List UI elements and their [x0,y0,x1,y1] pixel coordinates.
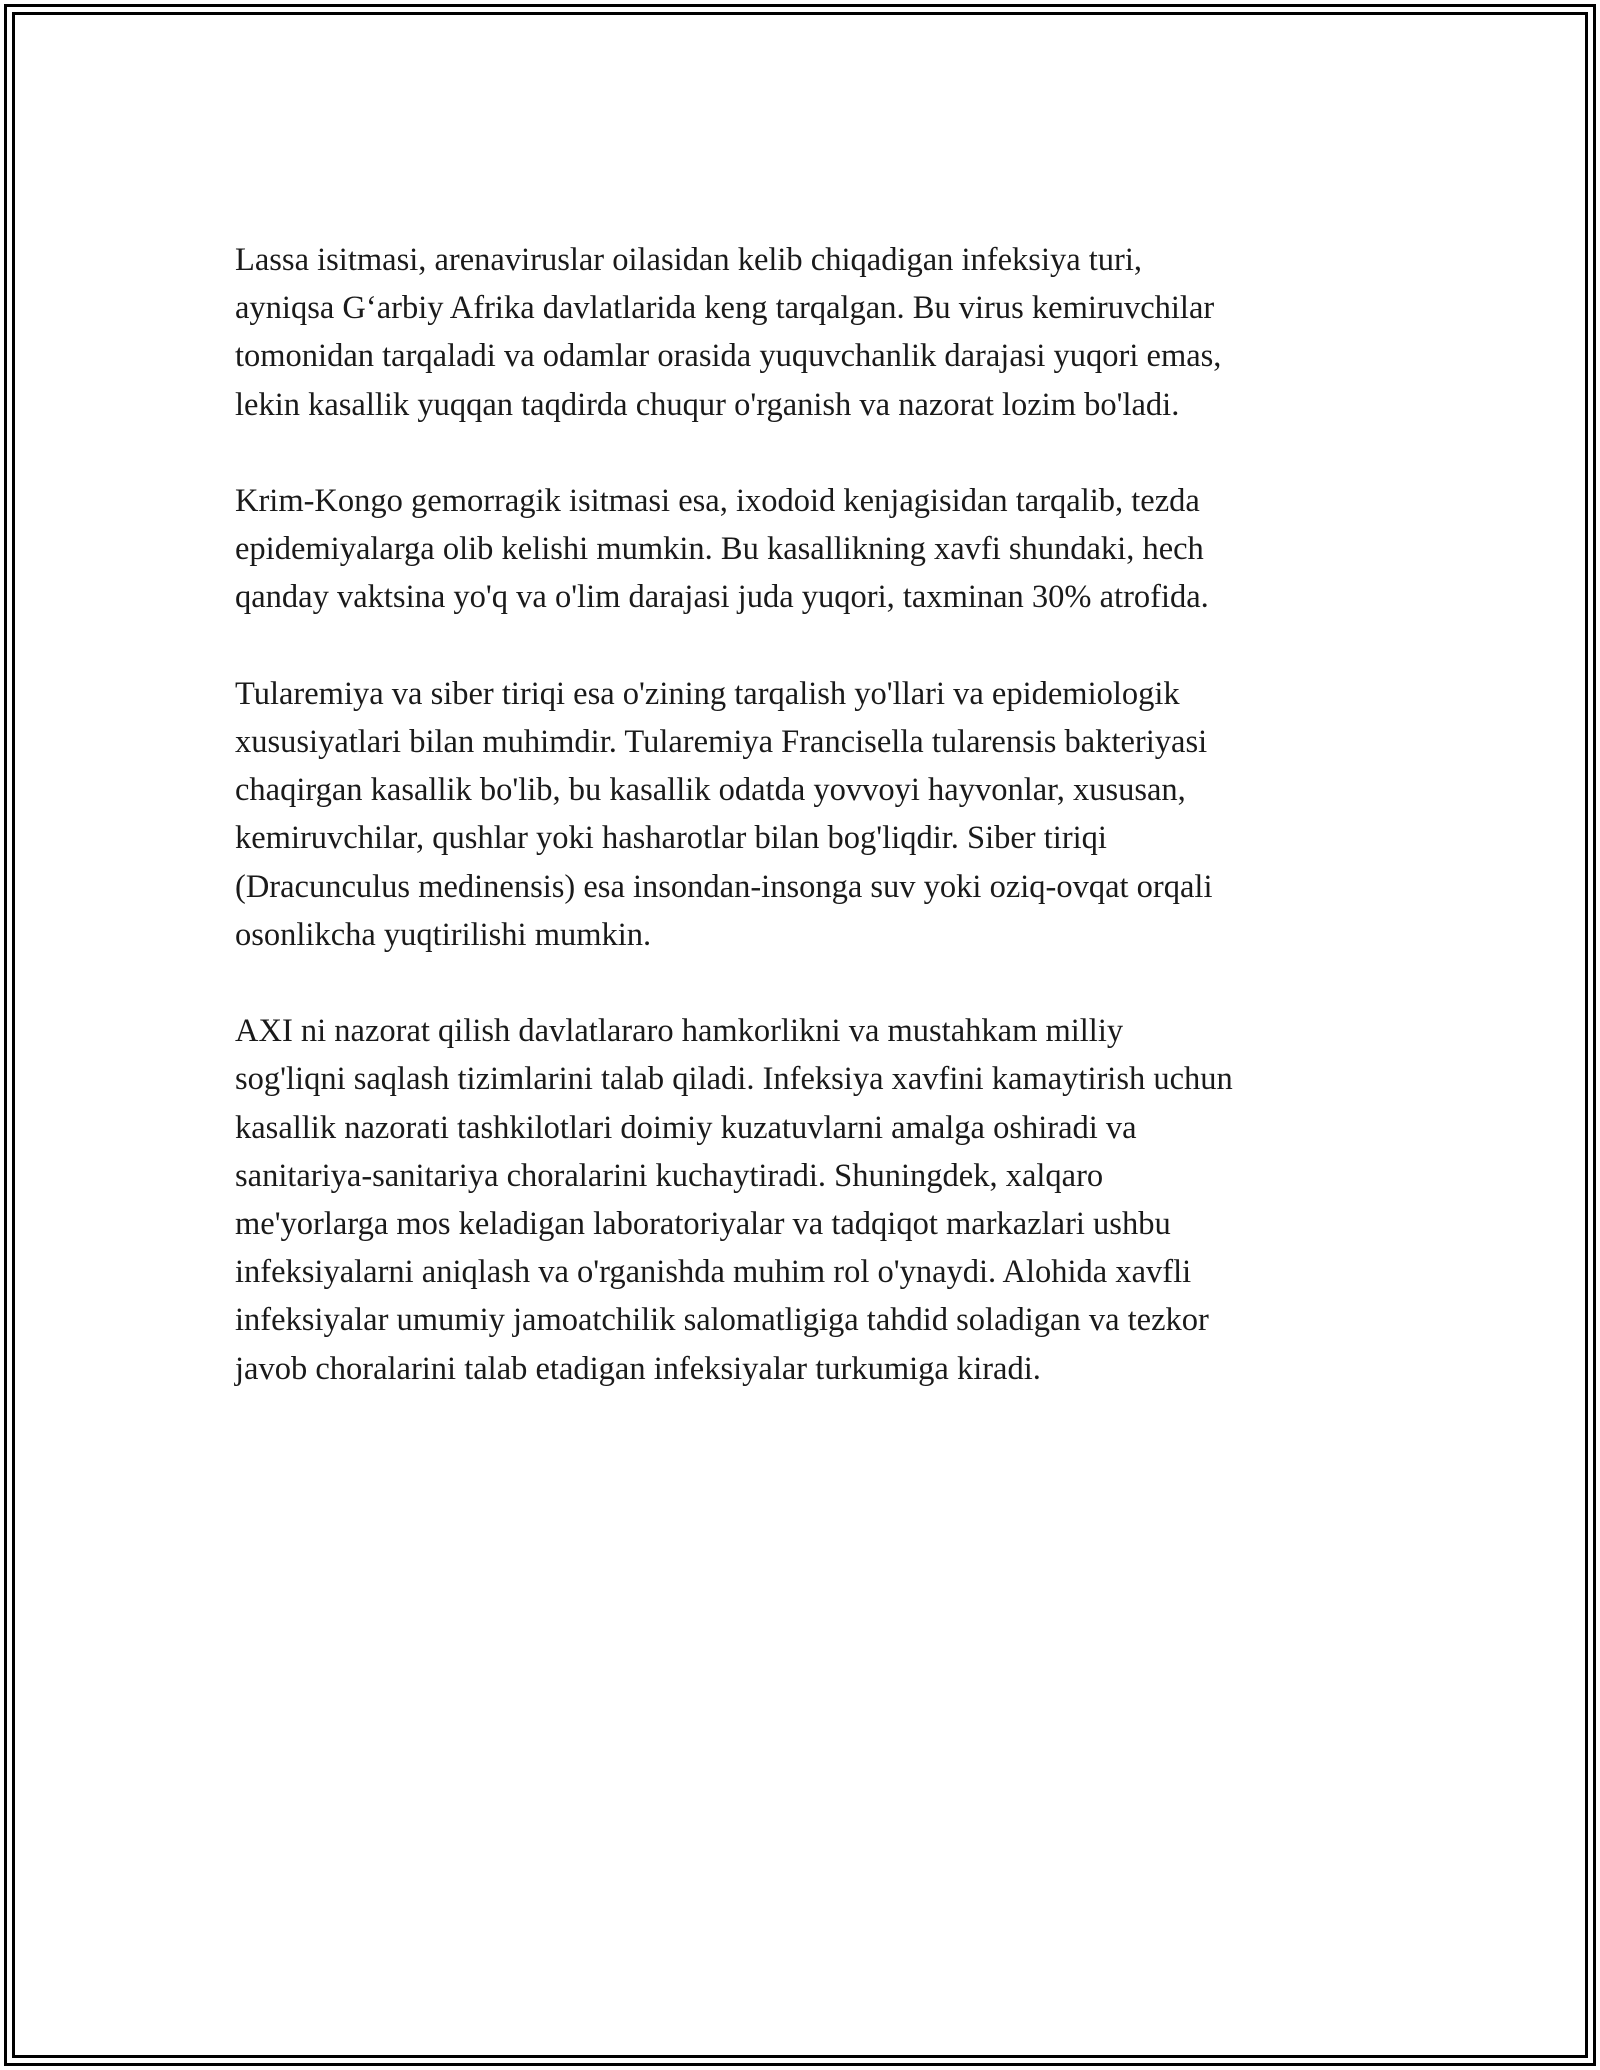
paragraph-control-measures: AXI ni nazorat qilish davlatlararo hamkorlikni va mustahkam milliy sog'liqni saqlash tizimlarini talab qiladi. Infeksiya xavfini kamaytirish uchun kasallik nazorati tashkilotlari doimiy kuzatuvlarni amalga oshiradi va sanitariya-sanitariya choralarini kuchaytiradi. Shuningdek, xalqaro me'yorlarga mos keladigan laboratoriyalar va tadqiqot markazlari ushbu infeksiyalarni aniqlash va o'rganishda muhim rol o'ynaydi. Alohida xavfli infeksiyalar umumiy jamoatchilik salomatligiga tahdid soladigan va tezkor javob choralarini talab etadigan infeksiyalar turkumiga kiradi. [235,1013,1233,1387]
paragraph-tularemia: Tularemiya va siber tiriqi esa o'zining tarqalish yo'llari va epidemiologik xususiyatlari bilan muhimdir. Tularemiya Francisella tularensis bakteriyasi chaqirgan kasallik bo'lib, bu kasallik odatda yovvoyi hayvonlar, xususan, kemiruvchilar, qushlar yoki hasharotlar bilan bog'liqdir. Siber tiriqi (Dracunculus medinensis) esa insondan-insonga suv yoki oziq-ovqat orqali osonlikcha yuqtirilishi mumkin. [235,675,1213,953]
paragraph-lassa-fever: Lassa isitmasi, arenaviruslar oilasidan kelib chiqadigan infeksiya turi, ayniqsa G‘arbiy Afrika davlatlarida keng tarqalgan. Bu virus kemiruvchilar tomonidan tarqaladi va odamlar orasida yuquvchanlik darajasi yuqori emas, lekin kasallik yuqqan taqdirda chuqur o'rganish va nazorat lozim bo'ladi. [235,242,1222,423]
document-body [235,236,1385,1393]
paragraph-crimean-congo-fever: Krim-Kongo gemorragik isitmasi esa, ixodoid kenjagisidan tarqalib, tezda epidemiyalarga olib kelishi mumkin. Bu kasallikning xavfi shundaki, hech qanday vaktsina yo'q va o'lim darajasi juda yuqori, taxminan 30% atrofida. [235,483,1209,616]
